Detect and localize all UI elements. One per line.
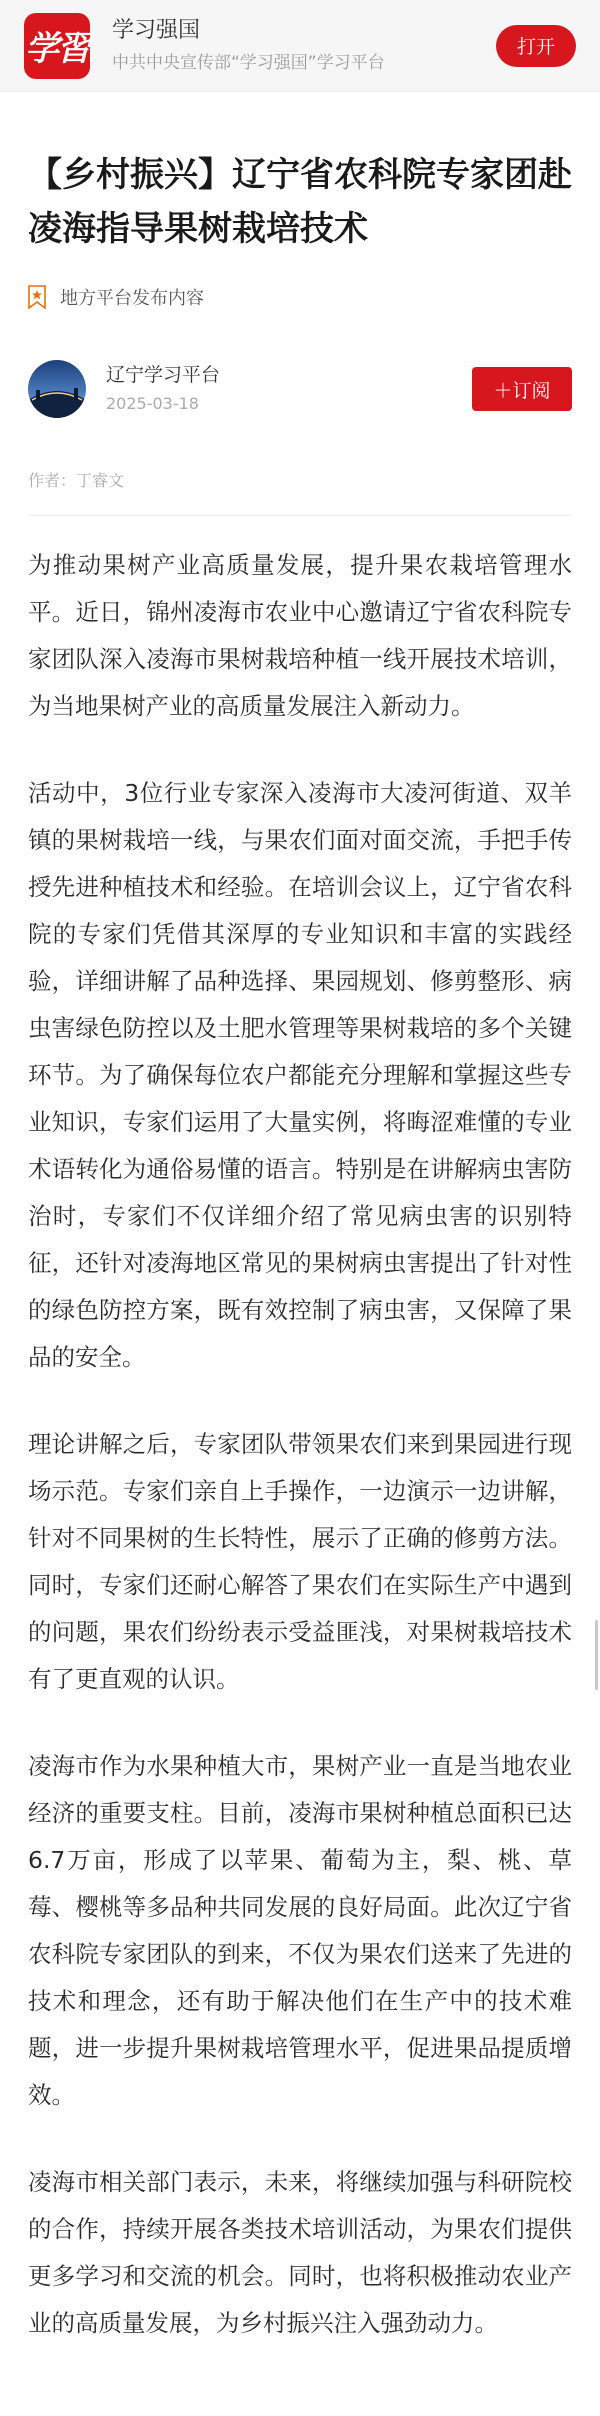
open-app-button[interactable]: 打开 — [496, 25, 576, 67]
article-body — [28, 542, 572, 2347]
reporter-credit: 作者：丁睿文 — [28, 471, 125, 490]
body-paragraph: 理论讲解之后，专家团队带领果农们来到果园进行现场示范。专家们亲自上手操作，一边演示一边讲解，针对不同果树的生长特性，展示了正确的修剪方法。同时，专家们还耐心解答了果农们在实际生产中遇到的问题，果农们纷纷表示受益匪浅，对果树栽培技术有了更直观的认识。 — [28, 1430, 572, 1693]
author-info — [106, 362, 472, 416]
ribbon-badge-icon — [28, 285, 46, 309]
scrollbar-thumb[interactable] — [595, 1620, 598, 1690]
publish-date: 2025-03-18 — [106, 394, 199, 413]
app-name: 学习强国 — [112, 17, 201, 43]
app-logo: 学習 — [24, 13, 90, 79]
body-paragraph: 为推动果树产业高质量发展，提升果农栽培管理水平。近日，锦州凌海市农业中心邀请辽宁省农科院专家团队深入凌海市果树栽培种植一线开展技术培训，为当地果树产业的高质量发展注入新动力。 — [28, 551, 572, 720]
body-paragraph: 活动中，3位行业专家深入凌海市大凌河街道、双羊镇的果树栽培一线，与果农们面对面交流，手把手传授先进种植技术和经验。在培训会议上，辽宁省农科院的专家们凭借其深厚的专业知识和丰富的实践经验，详细讲解了品种选择、果园规划、修剪整形、病虫害绿色防控以及土肥水管理等果树栽培的多个关键环节。为了确保每位农户都能充分理解和掌握这些专业知识，专家们运用了大量实例，将晦涩难懂的专业术语转化为通俗易懂的语言。特别是在讲解病虫害防治时，专家们不仅详细介绍了常见病虫害的识别特征，还针对凌海地区常见的果树病虫害提出了针对性的绿色防控方案，既有效控制了病虫害，又保障了果品的安全。 — [28, 779, 572, 1371]
author-name[interactable]: 辽宁学习平台 — [106, 364, 221, 386]
author-row — [28, 360, 572, 418]
source-label: 地方平台发布内容 — [60, 288, 204, 309]
app-download-banner — [0, 0, 600, 92]
author-avatar[interactable] — [28, 360, 86, 418]
app-info — [112, 16, 496, 76]
divider — [28, 515, 572, 516]
body-paragraph: 凌海市相关部门表示，未来，将继续加强与科研院校的合作，持续开展各类技术培训活动，为果农们提供更多学习和交流的机会。同时，也将积极推动农业产业的高质量发展，为乡村振兴注入强劲动力。 — [28, 2168, 572, 2337]
source-row — [28, 284, 572, 310]
article-title: 【乡村振兴】辽宁省农科院专家团赴凌海指导果树栽培技术 — [28, 155, 572, 249]
article — [0, 148, 600, 2347]
body-paragraph: 凌海市作为水果种植大市，果树产业一直是当地农业经济的重要支柱。目前，凌海市果树种植总面积已达6.7万亩，形成了以苹果、葡萄为主，梨、桃、草莓、樱桃等多品种共同发展的良好局面。此次辽宁省农科院专家团队的到来，不仅为果农们送来了先进的技术和理念，还有助于解决他们在生产中的技术难题，进一步提升果树栽培管理水平，促进果品提质增效。 — [28, 1752, 572, 2109]
subscribe-button[interactable]: ＋订阅 — [472, 367, 572, 411]
app-subtitle: 中共中央宣传部“学习强国”学习平台 — [112, 52, 385, 73]
